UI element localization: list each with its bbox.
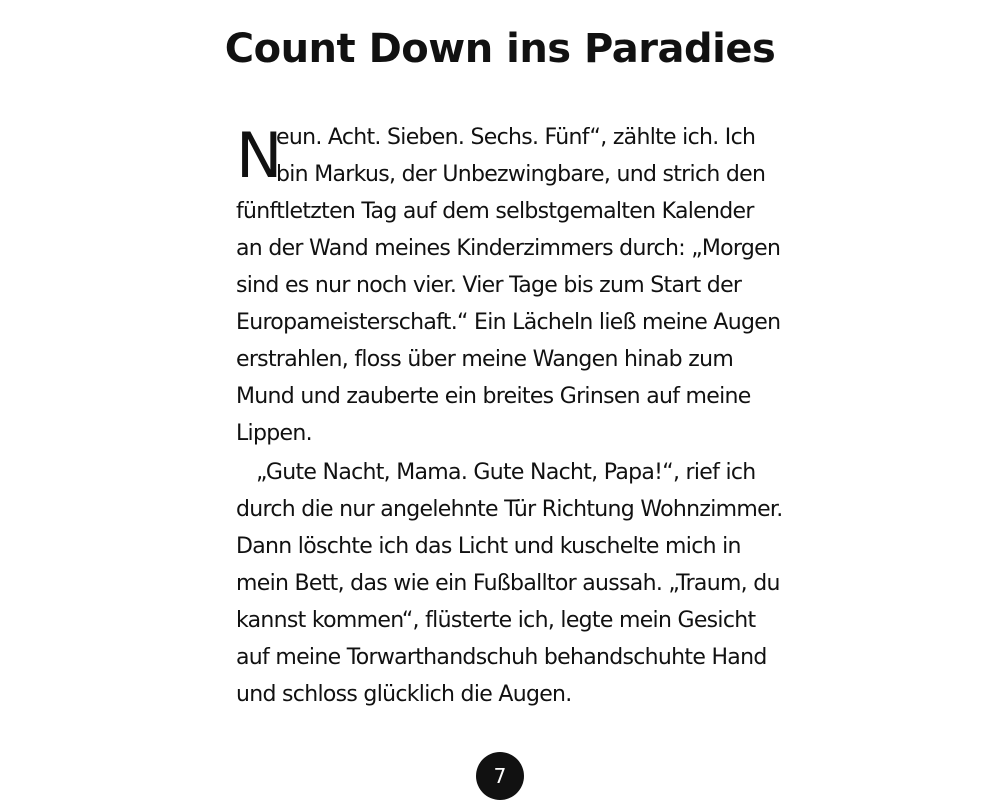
paragraph-line: auf meine Torwarthandschuh behandschuhte Hand — [236, 645, 767, 670]
paragraph-1 — [236, 119, 781, 452]
paragraph-line: Europameisterschaft.“ Ein Lächeln ließ meine Augen — [236, 310, 781, 335]
paragraph-line: Dann löschte ich das Licht und kuschelte mich in — [236, 534, 741, 559]
paragraph-line: eun. Acht. Sieben. Sechs. Fünf“, zählte ich. Ich — [276, 125, 756, 150]
paragraph-line: Mund und zauberte ein breites Grinsen auf meine — [236, 384, 751, 409]
paragraph-line: Lippen. — [236, 421, 312, 446]
paragraph-line: kannst kommen“, flüsterte ich, legte mein Gesicht — [236, 608, 756, 633]
paragraph-2 — [236, 454, 783, 713]
paragraph-line: bin Markus, der Unbezwingbare, und strich den — [276, 162, 766, 187]
paragraph-line: und schloss glücklich die Augen. — [236, 682, 572, 707]
paragraph-line: „Gute Nacht, Mama. Gute Nacht, Papa!“, rief ich — [256, 460, 756, 485]
paragraph-line: fünftletzten Tag auf dem selbstgemalten Kalender — [236, 199, 754, 224]
paragraph-line: durch die nur angelehnte Tür Richtung Wohnzimmer. — [236, 497, 783, 522]
page-number-badge: 7 — [476, 752, 524, 800]
paragraph-line: an der Wand meines Kinderzimmers durch: „Morgen — [236, 236, 781, 261]
paragraph-line: sind es nur noch vier. Vier Tage bis zum Start der — [236, 273, 742, 298]
page-title: Count Down ins Paradies — [224, 25, 776, 72]
paragraph-line: mein Bett, das wie ein Fußballtor aussah. „Traum, du — [236, 571, 780, 596]
drop-cap: N — [236, 119, 283, 192]
paragraph-line: erstrahlen, floss über meine Wangen hinab zum — [236, 347, 734, 372]
